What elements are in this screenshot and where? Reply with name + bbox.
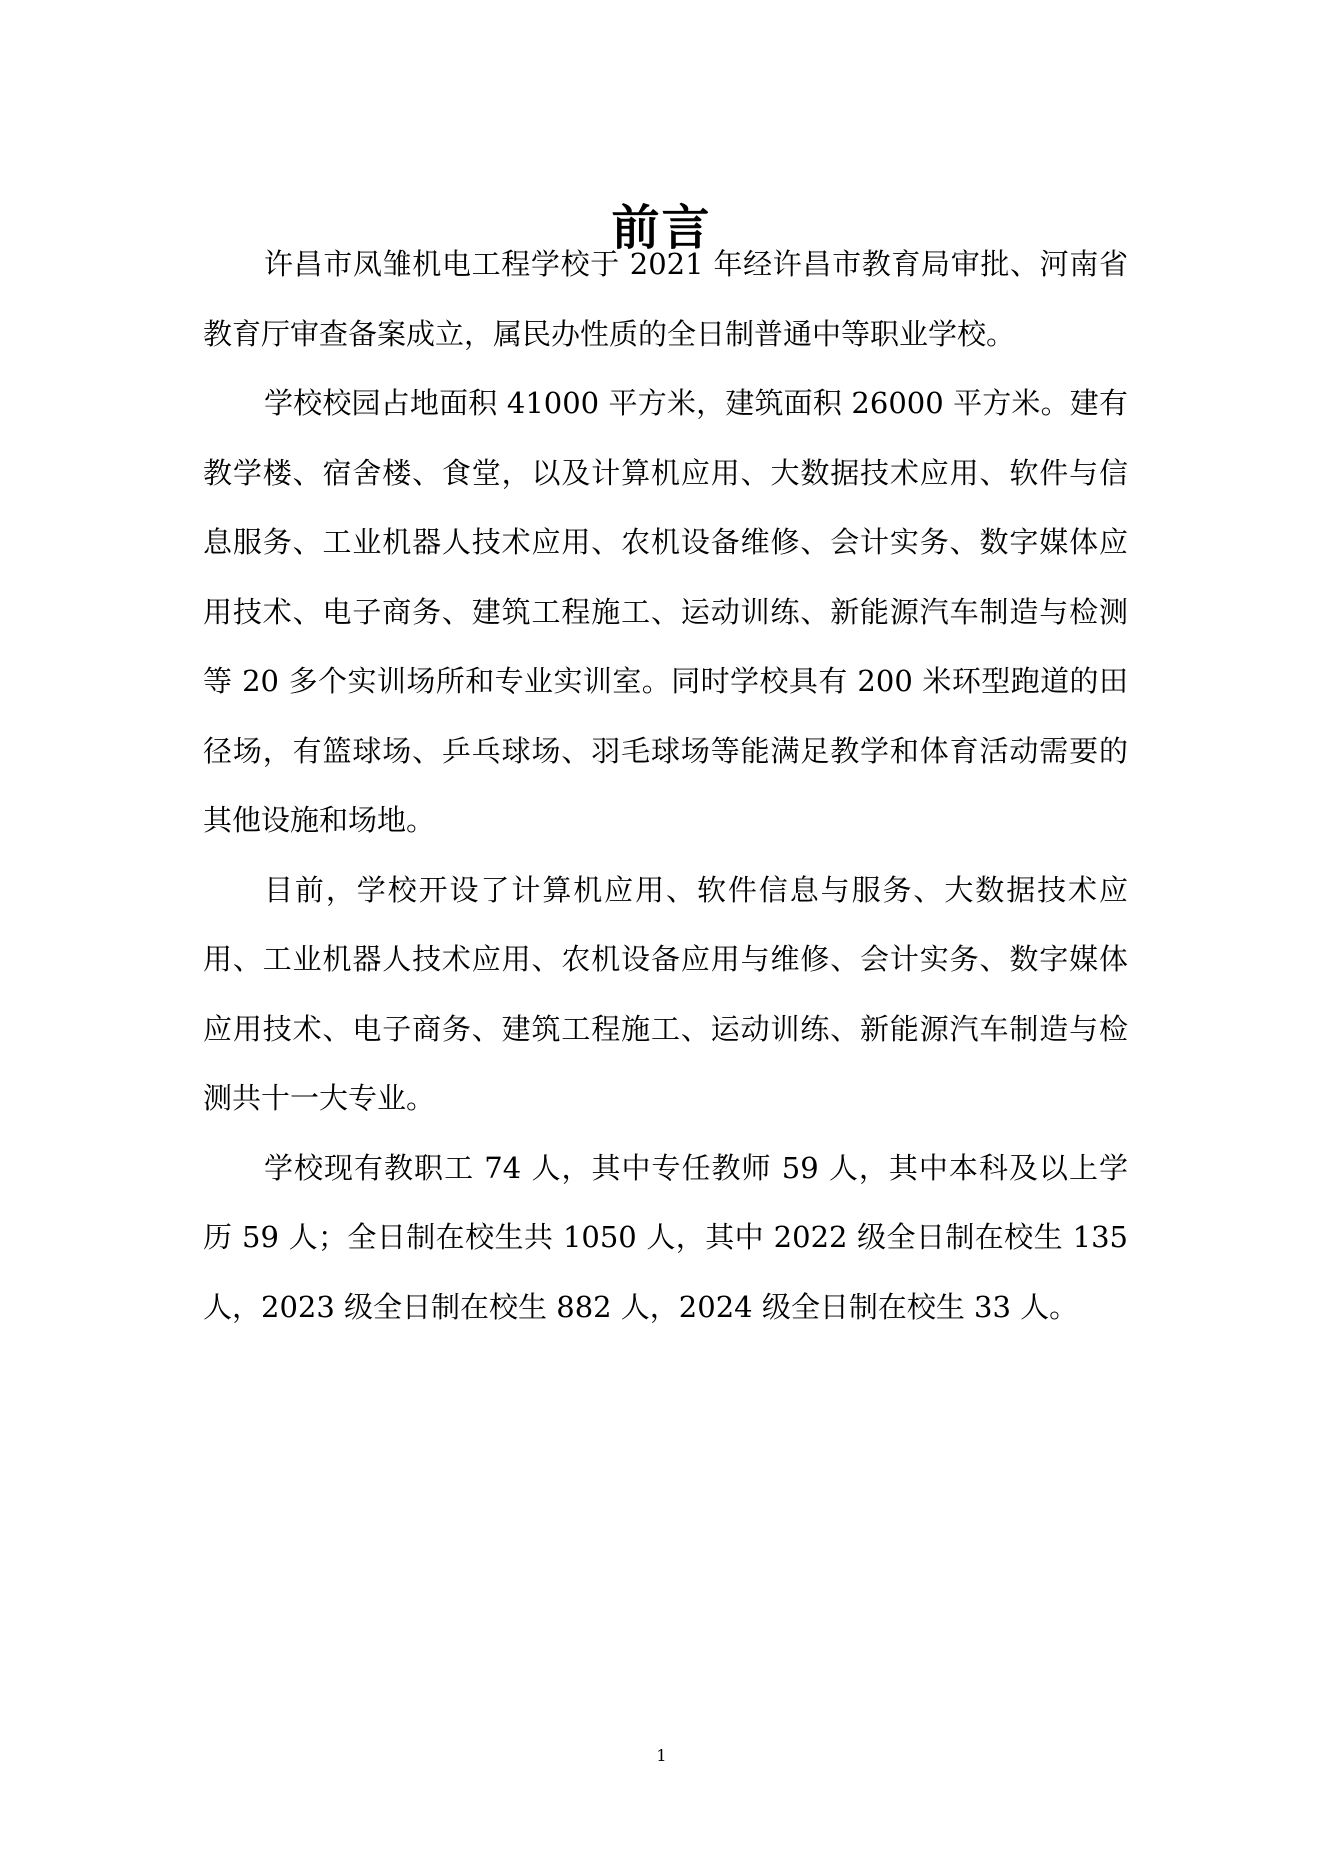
page-number: 1 bbox=[656, 1746, 667, 1765]
page-title: 前言 bbox=[611, 200, 712, 257]
paragraph-staff-students: 学校现有教职工 74 人，其中专任教师 59 人，其中本科及以上学历 59 人；全日制在校生共 1050 人，其中 2022 级全日制在校生 135 人，2023 级全日制在校生 882 人，2024 级全日制在校生 33 人。 bbox=[203, 1150, 1128, 1324]
paragraph-school-founding: 许昌市凤雏机电工程学校于 2021 年经许昌市教育局审批、河南省教育厅审查备案成立，属民办性质的全日制普通中等职业学校。 bbox=[203, 247, 1128, 351]
paragraph-campus-facilities: 学校校园占地面积 41000 平方米，建筑面积 26000 平方米。建有教学楼、宿舍楼、食堂，以及计算机应用、大数据技术应用、软件与信息服务、工业机器人技术应用、农机设备维修、会计实务、数字媒体应用技术、电子商务、建筑工程施工、运动训练、新能源汽车制造与检测等 20 多个实训场所和专业实训室。同时学校具有 200 米环型跑道的田径场，有篮球场、乒乓球场、羽毛球场等能满足教学和体育活动需要的其他设施和场地。 bbox=[203, 386, 1128, 837]
document-body bbox=[203, 230, 1128, 1342]
paragraph-majors: 目前，学校开设了计算机应用、软件信息与服务、大数据技术应用、工业机器人技术应用、农机设备应用与维修、会计实务、数字媒体应用技术、电子商务、建筑工程施工、运动训练、新能源汽车制造与检测共十一大专业。 bbox=[203, 872, 1128, 1115]
